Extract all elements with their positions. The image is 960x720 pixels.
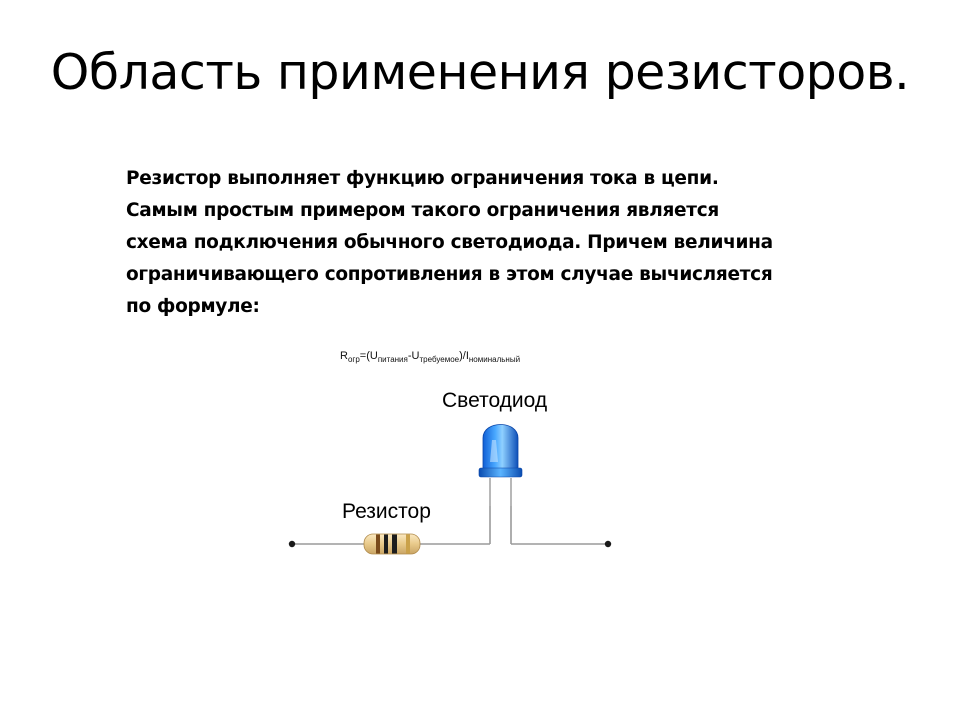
formula-i-nominal-subscript: номинальный bbox=[468, 355, 521, 364]
formula-r: R bbox=[340, 350, 348, 362]
led-circuit-diagram bbox=[280, 410, 620, 560]
body-line: Резистор выполняет функцию ограничения тока в цепи. bbox=[126, 168, 719, 189]
formula-eq-open: =(U bbox=[359, 350, 378, 362]
led-symbol bbox=[479, 425, 522, 507]
resistance-formula bbox=[340, 350, 520, 364]
slide-title: Область применения резисторов. bbox=[50, 44, 910, 101]
formula-u-required-subscript: требуемое bbox=[419, 355, 460, 364]
led-label: Светодиод bbox=[442, 389, 548, 412]
body-line: по формуле: bbox=[126, 296, 260, 317]
resistor-label: Резистор bbox=[342, 500, 431, 523]
formula-minus-u: -U bbox=[407, 350, 420, 362]
formula-r-subscript: огр bbox=[347, 355, 360, 364]
resistor-symbol bbox=[364, 534, 420, 554]
body-line: ограничивающего сопротивления в этом случае вычисляется bbox=[126, 264, 773, 285]
formula-close-div-i: )/I bbox=[459, 350, 469, 362]
body-line: Самым простым примером такого ограничения является bbox=[126, 200, 719, 221]
body-line: схема подключения обычного светодиода. Причем величина bbox=[126, 232, 773, 253]
terminal-left bbox=[289, 541, 295, 547]
formula-u-supply-subscript: питания bbox=[377, 355, 408, 364]
slide-body-text bbox=[126, 163, 866, 323]
terminal-right bbox=[605, 541, 611, 547]
